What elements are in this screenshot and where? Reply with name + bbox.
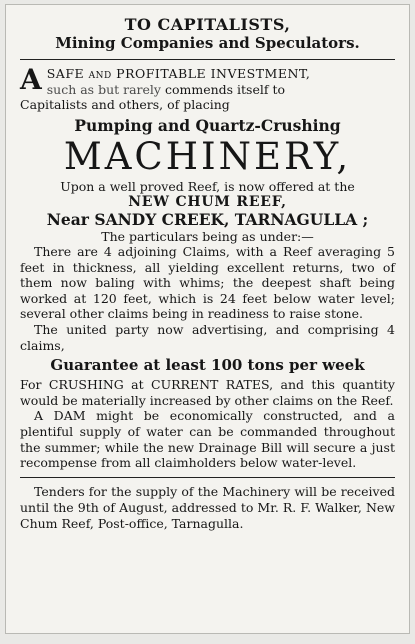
intro-line2: commends itself to — [164, 81, 286, 97]
intro-smudged-text: such as but rarely — [46, 81, 161, 97]
machinery-headline: MACHINERY, — [63, 134, 352, 178]
paragraph-dam: A DAM might be economically constructed, and a plentiful supply of water can be commanded throughout the summer; while the new Drainage Bill will secure a just recompense from all claimholders below water-level. — [20, 408, 395, 471]
location-line1: Upon a well proved Reef, is now offered at the — [60, 178, 355, 194]
paragraph-tenders: Tenders for the supply of the Machinery will be received until the 9th of August, addressed to Mr. R. F. Walker, New Chum Reef, Post-office, Tarnagulla. — [20, 483, 395, 531]
heading-subtitle: Mining Companies and Speculators. — [55, 34, 360, 52]
paragraph-claims: There are 4 adjoining Claims, with a Reef averaging 5 feet in thickness, all yielding excellent returns, two of them now baling with whims; the deepest shaft being worked at 120 feet, which is 24 feet below water level; several other claims being in readiness to raise stone. — [20, 244, 395, 322]
paragraph-united-party: The united party now advertising, and comprising 4 claims, — [20, 322, 395, 353]
top-divider — [20, 59, 395, 60]
bottom-divider — [20, 477, 395, 478]
heading-title: TO CAPITALISTS, — [124, 15, 291, 34]
paragraph-crushing: For CRUSHING at CURRENT RATES, and this quantity would be materially increased by other claims on the Reef. — [20, 377, 395, 408]
intro-line1: SAFE and PROFITABLE INVESTMENT, — [46, 66, 311, 81]
location-line3: Near SANDY CREEK, TARNAGULLA ; — [46, 209, 369, 229]
location-line2: NEW CHUM REEF, — [128, 193, 287, 210]
intro-paragraph — [20, 63, 395, 113]
pumping-headline: Pumping and Quartz-Crushing — [74, 115, 341, 135]
drop-cap: A — [20, 63, 42, 96]
advertisement-page — [5, 4, 410, 634]
intro-line3: Capitalists and others, of placing — [20, 97, 230, 112]
particulars-line: The particulars being as under:— — [101, 228, 314, 244]
guarantee-headline: Guarantee at least 100 tons per week — [50, 356, 365, 375]
